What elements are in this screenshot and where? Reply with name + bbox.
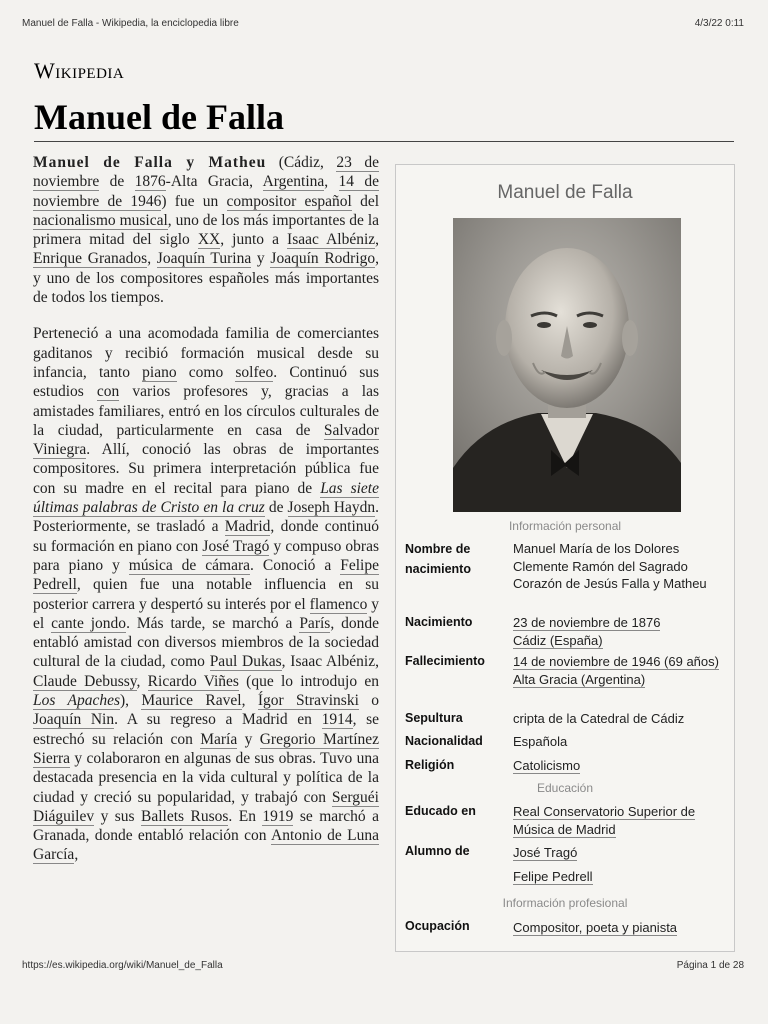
print-footer-url: https://es.wikipedia.org/wiki/Manuel_de_Falla [22,960,223,971]
article-text: , junto a [220,231,288,249]
article-link[interactable]: Salvador Viniegra [33,421,379,459]
death-date-link[interactable]: 14 de noviembre de 1946 (69 años) [513,654,719,669]
article-link[interactable]: solfeo [235,363,274,381]
paragraph-biography [33,324,379,864]
death-place-link[interactable]: Alta Gracia (Argentina) [513,671,646,687]
article-link[interactable]: flamenco [309,595,368,613]
portrait-photo[interactable] [453,218,681,512]
article-text: , Isaac Albéniz, [281,653,379,671]
birth-value [513,614,727,649]
article-link[interactable]: Los Apaches [33,692,120,710]
title-divider [34,141,734,142]
article-link[interactable]: París [299,614,331,632]
article-link[interactable]: 1919 [262,807,294,825]
article-link[interactable]: Las siete últimas palabras de Cristo en la cruz [33,479,379,517]
educated-link[interactable]: Real Conservatorio Superior de Música de Madrid [513,804,696,837]
article-text: (Cádiz, [266,154,337,171]
article-text: y compuso obras para piano y [33,537,379,574]
death-label: Fallecimiento [405,654,485,668]
article-link[interactable]: Enrique Granados [33,250,148,268]
article-text: , [147,250,157,268]
article-link[interactable]: Argentina [262,173,325,191]
death-value [513,653,727,688]
article-text: y sus [94,807,142,825]
article-text: varios profesores y, gracias a las amistades familiares, entró en los círculos culturales de la ciudad, particularmente en casa de [33,383,379,439]
student-of-label: Alumno de [405,844,470,858]
article-text: y [251,250,271,268]
infobox-title: Manuel de Falla [497,182,633,203]
print-footer [22,960,744,971]
nationality-value: Española [513,734,568,749]
article-text: como [176,363,236,381]
article-link[interactable]: Antonio de Luna García [33,827,379,864]
article-text: , [241,692,258,710]
article-link[interactable]: piano [142,363,177,381]
article-text: , donde entabló amistad con diversos miembros de la sociedad cultural de la ciudad, como [33,614,379,671]
article-link[interactable]: Joaquín Rodrigo [270,250,376,268]
article-link[interactable]: Maurice Ravel [141,692,242,710]
teacher-trago-link[interactable]: José Tragó [513,845,578,860]
article-link[interactable]: 14 de noviembre de 1946 [33,173,380,210]
section-education: Educación [536,781,594,795]
article-text: -Alta Gracia, [165,173,263,191]
article-link[interactable]: XX [197,231,221,249]
article-link[interactable]: Ígor Stravinski [257,692,359,710]
birth-place-link[interactable]: Cádiz (España) [513,632,603,648]
article-text: . En [228,807,263,825]
article-link[interactable]: Isaac Albéniz [287,231,376,249]
article-link[interactable]: compositor español [226,192,352,210]
article-text: y colaboraron en algunas de sus obras. Tuvo una destacada presencia en la vida cultural y política de la ciudad y creció su popularidad, y trabajó con [33,749,379,806]
article-link[interactable]: Felipe Pedrell [33,556,379,594]
article-text: , uno de los más importantes de la primera mitad del siglo [33,211,379,249]
article-lead-name: Manuel de Falla y Matheu [33,154,267,171]
section-professional-info: Información profesional [502,896,628,910]
article-text: y [237,730,260,748]
article-text: , donde continuó su formación en piano con [33,518,379,555]
article-text: , [136,672,148,690]
article-text: . Más tarde, se marchó a [126,614,300,632]
article-text: . A su regreso a Madrid en [114,711,322,729]
educated-label: Educado en [405,804,476,818]
article-body [33,153,379,882]
article-text: o [358,692,380,710]
article-text: . Posteriormente, se trasladó a [33,499,379,536]
section-personal-info: Información personal [508,519,622,533]
birth-name-label: Nombre de nacimiento [405,542,471,576]
infobox [395,164,735,952]
article-text: se marchó a Granada, donde entabló relación con [33,807,379,845]
article-link[interactable]: José Tragó [202,537,270,555]
article-link[interactable]: Ballets Rusos [141,807,229,825]
article-text: , quien fue una notable influencia en su posterior carrera y despertó su interés por el [33,576,379,613]
birth-date-link[interactable]: 23 de noviembre de 1876 [513,615,661,630]
article-link[interactable]: música de cámara [128,556,251,574]
wikipedia-logo[interactable]: Wikipedia [34,58,125,83]
article-text: , [375,231,380,249]
paragraph-intro [33,153,379,307]
article-link[interactable]: Joaquín Nin [33,711,115,729]
article-link[interactable]: Claude Debussy [33,672,137,690]
article-link[interactable]: Madrid [224,518,271,536]
article-link[interactable]: Joaquín Turina [156,250,252,268]
page-title: Manuel de Falla [34,97,284,137]
article-text: ) fue un [161,192,227,210]
print-footer-page: Página 1 de 28 [676,960,744,971]
burial-value: cripta de la Catedral de Cádiz [513,711,685,726]
nationality-label: Nacionalidad [405,734,483,748]
article-text: . Allí, conoció las obras de importantes compositores. Su primera interpretación pública fue con su madre en el recital para piano de [33,441,379,497]
teacher-pedrell-link[interactable]: Felipe Pedrell [513,869,593,884]
article-link[interactable]: 1914 [321,711,353,729]
article-link[interactable]: 23 de noviembre [33,154,379,191]
article-text: , [74,846,79,864]
article-link[interactable]: 1876 [134,173,166,191]
birth-name-value: Manuel María de los Dolores Clemente Ramón del Sagrado Corazón de Jesús Falla y Matheu [513,541,707,591]
occupation-label: Ocupación [405,919,470,933]
article-link[interactable]: Paul Dukas [209,653,282,671]
article-text: de [264,499,288,517]
birth-label: Nacimiento [405,615,473,629]
article-text: Perteneció a una acomodada familia de comerciantes gaditanos y recibió formación musical desde su infancia, tanto [33,325,379,381]
religion-label: Religión [405,758,455,772]
print-header-datetime: 4/3/22 0:11 [694,18,744,29]
occupation-link[interactable]: Compositor, poeta y pianista [513,920,678,935]
burial-label: Sepultura [405,711,463,725]
article-text: ), [120,692,142,710]
article-text: y el [33,595,379,632]
article-text: , se estrechó su relación con [33,711,379,748]
article-text: . Continuó sus estudios [33,363,380,401]
article-link[interactable]: María [200,730,238,748]
print-header-title: Manuel de Falla - Wikipedia, la enciclopedia libre [22,18,239,29]
article-link[interactable]: con [96,383,120,401]
article-link[interactable]: nacionalismo musical [33,211,168,229]
article-text: , y uno de los compositores españoles más importantes de todos los tiempos. [33,250,380,307]
article-text: (que lo introdujo en [238,672,379,690]
article-text: de [99,173,135,191]
portrait-illustration [453,218,681,512]
print-header [22,18,744,29]
article-link[interactable]: Ricardo Viñes [147,672,239,690]
article-link[interactable]: cante jondo [51,614,127,632]
article-link[interactable]: Gregorio Martínez Sierra [33,730,380,767]
religion-link[interactable]: Catolicismo [513,758,581,773]
article-link[interactable]: Serguéi Diáguilev [33,788,379,825]
article-link[interactable]: Joseph Haydn [287,499,376,517]
article-text: . Conoció a [250,556,341,574]
article-text: del [351,192,380,210]
article-text: , [324,173,339,191]
